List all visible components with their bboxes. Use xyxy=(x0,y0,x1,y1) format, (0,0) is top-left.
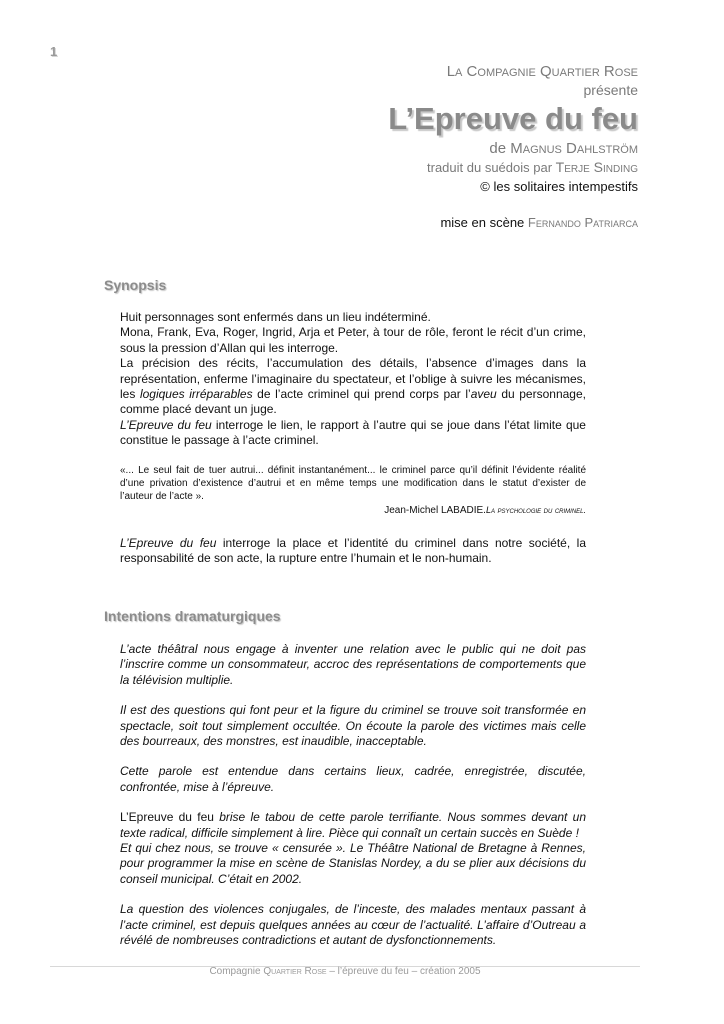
quote-author: Jean-Michel LABADIE. xyxy=(384,505,486,516)
play-title: L’Epreuve du feu xyxy=(388,101,638,136)
intentions-paragraph: Il est des questions qui font peur et la figure du criminel se trouve soit transformée en spectacle, soit tout simplement occultée. On écoute la parole des victimes mais celle des bourreaux, des monstres, est inaudible, inacceptable. xyxy=(120,703,586,749)
author-prefix: de xyxy=(489,140,507,157)
play-title-ref: L’Epreuve du feu xyxy=(120,417,212,432)
company-name: La Compagnie Quartier Rose xyxy=(446,63,638,80)
play-title-ref: L’Epreuve du feu xyxy=(120,810,214,825)
play-title-ref: L’Epreuve du feu xyxy=(120,536,217,550)
text-run: logiques irréparables xyxy=(139,387,253,402)
synopsis-paragraph: Huit personnages sont enfermés dans un lieu indéterminé. xyxy=(120,310,431,324)
director-line xyxy=(218,213,638,232)
text-run: interroge le lien, le rapport à l’autre qui se joue dans l’état limite que constitue le passage à l’acte criminel. xyxy=(120,417,586,448)
director-prefix: mise en scène xyxy=(440,215,525,230)
author-name: Magnus Dahlström xyxy=(510,140,638,157)
synopsis-paragraph xyxy=(120,356,586,418)
footer-text: – l’épreuve du feu – création 2005 xyxy=(329,966,481,977)
intentions-paragraph: L’acte théâtral nous engage à inventer une relation avec le public qui ne doit pas l’inscrire comme un consommateur, accroc des représentations de comportements que la télévision multiplie. xyxy=(120,642,586,687)
page-footer xyxy=(50,966,640,977)
title-block xyxy=(218,62,638,232)
intentions-heading: Intentions dramaturgiques xyxy=(104,608,281,624)
translator-prefix: traduit du suédois par xyxy=(427,160,553,175)
quote-text: «... Le seul fait de tuer autrui... définit instantanément... le criminel parce qu’il définit l’évidente réalité d’une privation d’existence d’autrui et en même temps une modification dans le statut d’exister de l’auteur de l’acte ». xyxy=(120,465,586,502)
synopsis-paragraph: Mona, Frank, Eva, Roger, Ingrid, Arja et Peter, à tour de rôle, feront le récit d’un crime, sous la pression d’Allan qui les interroge. xyxy=(120,325,586,355)
quote-block xyxy=(120,464,586,517)
synopsis-text xyxy=(120,310,586,449)
text-run: La précision des récits, l’accumulation des détails, l’absence d’images dans la représentation, enferme l’imaginaire du spectateur, et l’oblige à suivre les mécanismes, les xyxy=(120,356,586,402)
intentions-paragraph: La question des violences conjugales, de l’inceste, des malades mentaux passant à l’acte criminel, est depuis quelques années au cœur de l’actualité. L’affaire d’Outreau a révélé de nombreuses contradictions et autant de dysfonctionnements. xyxy=(120,902,586,948)
quote-reference xyxy=(120,504,586,517)
page-number: 1 xyxy=(50,44,58,59)
author-line xyxy=(218,139,638,158)
text-run: aveu xyxy=(470,387,497,402)
synopsis-paragraph xyxy=(120,418,586,449)
synopsis-paragraph xyxy=(120,536,586,567)
rights-line: © les solitaires intempestifs xyxy=(480,179,638,194)
synopsis-conclusion xyxy=(120,536,586,567)
synopsis-heading: Synopsis xyxy=(104,277,167,293)
presente-label: présente xyxy=(583,82,638,98)
translator-line xyxy=(218,158,638,177)
text-run: brise le tabou de cette parole terrifiante. Nous sommes devant un texte radical, difficile simplement à lire. Pièce qui connaît un certain succès en Suède ! xyxy=(120,810,587,840)
director-name: Fernando Patriarca xyxy=(527,215,638,230)
intentions-paragraph: Et qui chez nous, se trouve « censurée ». Le Théâtre National de Bretagne à Rennes, pour programmer la mise en scène de Stanislas Nordey, a du se plier aux décisions du conseil municipal. C’était en 2002. xyxy=(120,841,586,886)
intentions-paragraph: Cette parole est entendue dans certains lieux, cadrée, enregistrée, discutée, confrontée, mise à l’épreuve. xyxy=(120,764,586,794)
translator-name: Terje Sinding xyxy=(555,159,638,175)
intentions-paragraph xyxy=(120,810,586,841)
footer-prefix: Compagnie xyxy=(209,966,261,977)
intentions-text xyxy=(120,642,586,964)
text-run: de l’acte criminel qui prend corps par l’ xyxy=(252,387,471,402)
text-run: interroge la place et l’identité du criminel dans notre société, la responsabilité de son acte, la rupture entre l’humain et le non-humain. xyxy=(120,536,586,566)
text-run: du personnage, comme placé devant un juge. xyxy=(120,387,586,417)
quote-book: La psychologie du criminel. xyxy=(485,505,586,515)
footer-company: Quartier Rose xyxy=(263,966,327,977)
